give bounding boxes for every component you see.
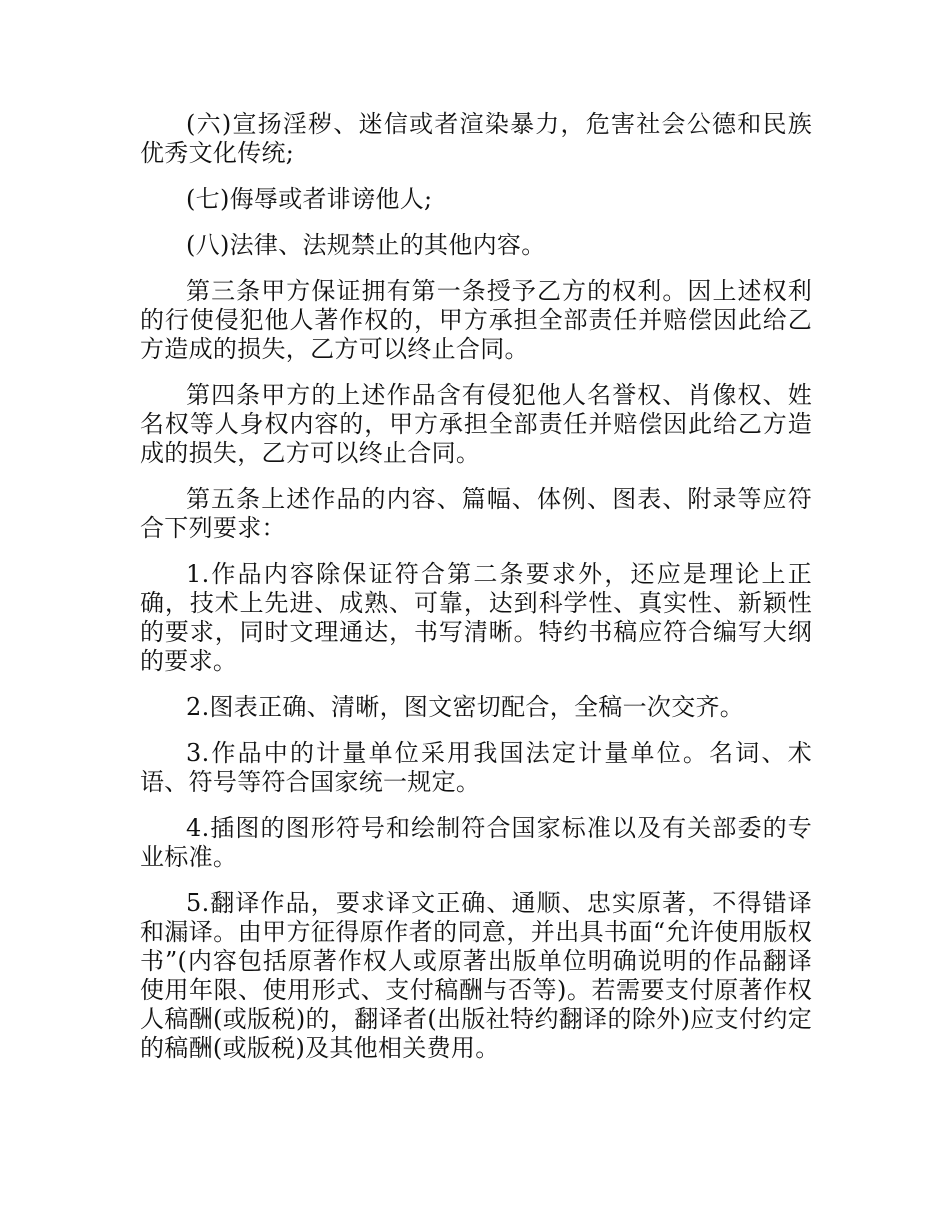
paragraph-requirement-4: 4.插图的图形符号和绘制符合国家标准以及有关部委的专业标准。: [140, 814, 812, 871]
paragraph-requirement-5: 5.翻译作品，要求译文正确、通顺、忠实原著，不得错译和漏译。由甲方征得原作者的同意，并出具书面“允许使用版权书”(内容包括原著作权人或原著出版单位明确说明的作品翻译使用年限、使用形式、支付稿酬与否等)。若需要支付原著作权人稿酬(或版税)的，翻译者(出版社特约翻译的除外)应支付约定的稿酬(或版税)及其他相关费用。: [140, 889, 812, 1062]
paragraph-requirement-1: 1.作品内容除保证符合第二条要求外，还应是理论上正确，技术上先进、成熟、可靠，达到科学性、真实性、新颖性的要求，同时文理通达，书写清晰。特约书稿应符合编写大纲的要求。: [140, 560, 812, 675]
paragraph-item-6: (六)宣扬淫秽、迷信或者渲染暴力，危害社会公德和民族优秀文化传统;: [140, 110, 812, 167]
paragraph-article-3: 第三条甲方保证拥有第一条授予乙方的权利。因上述权利的行使侵犯他人著作权的，甲方承担全部责任并赔偿因此给乙方造成的损失，乙方可以终止合同。: [140, 277, 812, 363]
paragraph-item-8: (八)法律、法规禁止的其他内容。: [186, 231, 546, 259]
paragraph-requirement-3: 3.作品中的计量单位采用我国法定计量单位。名词、术语、符号等符合国家统一规定。: [140, 739, 812, 796]
paragraph-article-4: 第四条甲方的上述作品含有侵犯他人名誉权、肖像权、姓名权等人身权内容的，甲方承担全部责任并赔偿因此给乙方造成的损失，乙方可以终止合同。: [140, 381, 812, 467]
paragraph-requirement-2: 2.图表正确、清晰，图文密切配合，全稿一次交齐。: [186, 693, 745, 721]
paragraph-article-5: 第五条上述作品的内容、篇幅、体例、图表、附录等应符合下列要求：: [140, 485, 812, 542]
paragraph-item-7: (七)侮辱或者诽谤他人;: [186, 185, 433, 213]
document-page: [140, 110, 812, 1080]
